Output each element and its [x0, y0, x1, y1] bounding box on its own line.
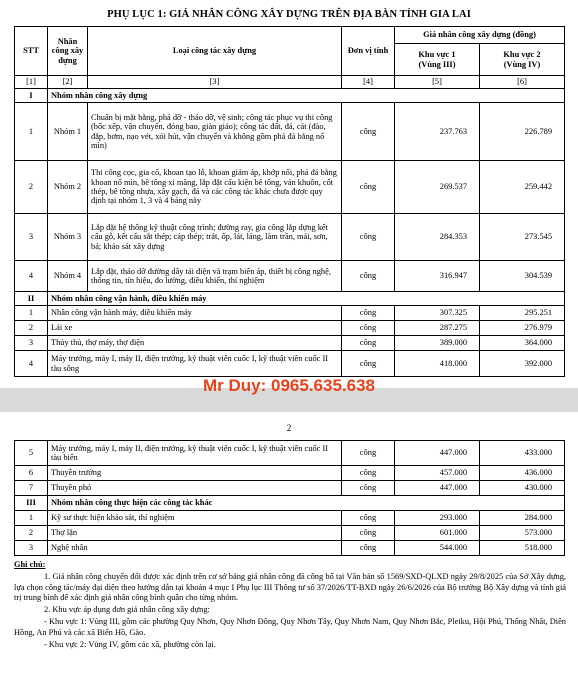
section-header: I Nhóm nhân công xây dựng	[15, 89, 565, 103]
header-stt: STT	[15, 27, 48, 76]
notes	[14, 560, 566, 652]
section-header: III Nhóm nhân công thực hiện các công tác khác	[15, 496, 565, 511]
header-zone-2: Khu vực 2 (Vùng IV)	[480, 44, 565, 76]
header-zone-1: Khu vực 1 (Vùng III)	[395, 44, 480, 76]
table-row: 1 Nhân công vận hành máy, điều khiển máy công 307.325 295.251	[15, 306, 565, 321]
table-row: 1 Kỹ sư thực hiện khảo sát, thí nghiệm công 293.000 284.000	[15, 511, 565, 526]
note-2b: - Khu vực 2: Vùng IV, gồm các xã, phường còn lại.	[44, 639, 216, 649]
section-header: II Nhóm nhân công vận hành, điều khiển máy	[15, 292, 565, 306]
table-row: 4 Nhóm 4 Lắp đặt, tháo dỡ đường dây tải điện và trạm biến áp, thiết bị công nghệ, thông tin, tín hiệu, đo lường, điều khiển, thí nghiệm công 316.947 304.539	[15, 261, 565, 292]
table-row: 4 Máy trưởng, máy I, máy II, điện trưởng, kỹ thuật viên cuốc I, kỹ thuật viên cuốc II tàu sông công 418.000 392.000	[15, 351, 565, 377]
note-1: 1. Giá nhân công chuyển đổi được xác định trên cơ sở bảng giá nhân công đã công bố tại Văn bản số 1569/SXD-QLXD ngày 29/8/2025 của Sở Xây dựng, lựa chọn công tác/máy đại diện theo hướng dẫn tại khoản 4 mục I Phụ lục III Thông tư số 37/2026/TT-BXD ngày 26/6/2026 của Bộ trưởng Bộ Xây dựng và tính giá trị trung bình để xác định giá nhân công bình quân cho từng nhóm.	[14, 572, 566, 602]
table-row: 3 Thủy thủ, thợ máy, thợ điện công 389.000 364.000	[15, 336, 565, 351]
table-row: 3 Nghệ nhân công 544.000 518.000	[15, 541, 565, 556]
notes-heading: Ghi chú:	[14, 560, 46, 569]
page-title: PHỤ LỤC 1: GIÁ NHÂN CÔNG XÂY DỰNG TRÊN ĐỊA BÀN TỈNH GIA LAI	[107, 9, 471, 20]
table-row: 2 Thợ lặn công 601.000 573.000	[15, 526, 565, 541]
table-row: 2 Nhóm 2 Thi công cọc, gia cố, khoan tạo lỗ, khoan giảm áp, khớp nối, phá đá bằng khoan nổ mìn, bê tông xi măng, lắp đặt cấu kiện bê tông, ván khuôn, cốt thép, bê tông nhựa, xây gạch, đá và các công tác khác chưa được quy định tại nhóm 1, 3 và 4 bảng này công 269.537 259.442	[15, 161, 565, 214]
table-row: 5 Máy trưởng, máy I, máy II, điện trưởng, kỹ thuật viên cuốc I, kỹ thuật viên cuốc II tàu biển công 447.000 433.000	[15, 441, 565, 466]
table-row: 7 Thuyền phó công 447.000 430.000	[15, 481, 565, 496]
labor-price-table	[14, 26, 565, 377]
watermark-phone: Mr Duy: 0965.635.638	[203, 376, 375, 395]
index-row: [1] [2] [3] [4] [5] [6]	[15, 76, 565, 89]
table-row: 1 Nhóm 1 Chuẩn bị mặt bằng, phá dỡ - tháo dỡ, vệ sinh; công tác phục vụ thi công (bốc xếp, vận chuyển, đóng bao, giàn giáo); công tác đất, đá, cát (đào, đắp, bơm, nạo vét, xói hút, vận chuyển và không gồm phá đá bằng nổ mìn) công 237.763 226.789	[15, 103, 565, 161]
header-work-type: Loại công tác xây dựng	[88, 27, 342, 76]
note-2a: - Khu vực 1: Vùng III, gồm các phường Quy Nhơn, Quy Nhơn Đông, Quy Nhơn Tây, Quy Nhơn Nam, Quy Nhơn Bắc, Pleiku, Hội Phú, Thống Nhất, Diên Hồng, An Phú và các xã Biển Hồ, Gào.	[14, 617, 566, 637]
page-number: 2	[286, 423, 292, 433]
header-price: Giá nhân công xây dựng (đồng)	[395, 27, 565, 44]
note-2: 2. Khu vực áp dụng đơn giá nhân công xây dựng:	[44, 605, 210, 614]
labor-price-table-continued	[14, 440, 565, 556]
header-group: Nhân công xây dựng	[48, 27, 88, 76]
table-row: 6 Thuyền trưởng công 457.000 436.000	[15, 466, 565, 481]
table-row: 2 Lái xe công 287.275 276.979	[15, 321, 565, 336]
header-unit: Đơn vị tính	[342, 27, 395, 76]
table-row: 3 Nhóm 3 Lắp đặt hệ thống kỹ thuật công trình; đường ray, gia công lắp dựng kết cấu gỗ, kết cấu sắt thép; cáp thép; trát, ốp, lát, láng, làm trần, mái, sơn, bả; khảo sát xây dựng công 284.353 273.545	[15, 214, 565, 261]
